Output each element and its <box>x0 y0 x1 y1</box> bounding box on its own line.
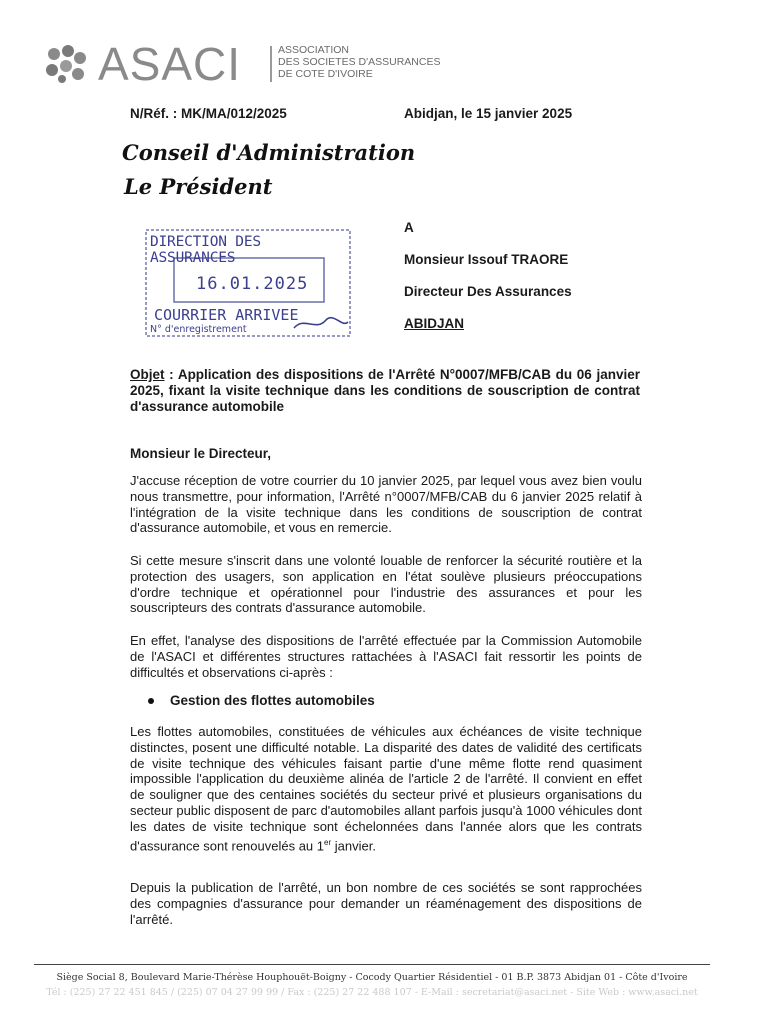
bullet-heading <box>148 693 375 708</box>
logo-divider <box>270 46 272 82</box>
reception-stamp <box>144 228 354 340</box>
stamp-courier: COURRIER ARRIVEE <box>154 306 299 324</box>
asaci-logo <box>44 40 444 88</box>
recipient-city: ABIDJAN <box>404 316 465 331</box>
recipient-prefix: A <box>404 220 414 235</box>
body-paragraph: En effet, l'analyse des dispositions de l'arrêté effectuée par la Commission Automobile de l'ASACI et différentes structures rattachées à l'ASACI fait ressortir les points de difficultés et observations ci-après : <box>130 633 642 680</box>
body-paragraph: Si cette mesure s'inscrit dans une volonté louable de renforcer la sécurité routière et la protection des usagers, son application en l'état soulève plusieurs préoccupations d'ordre technique et opérationnel pour l'industrie des assurances et pour les souscripteurs des contrats d'assurance automobile. <box>130 553 642 616</box>
association-line: DES SOCIETES D'ASSURANCES <box>278 56 441 68</box>
footer-divider <box>34 964 710 965</box>
recipient-title: Directeur Des Assurances <box>404 284 572 299</box>
footer-contact: Tél : (225) 27 22 451 845 / (225) 07 04 27 99 99 / Fax : (225) 27 22 488 107 - E-Mail : secretariat@asaci.net - Site Web : www.asaci.net <box>46 987 698 998</box>
stamp-date: 16.01.2025 <box>196 274 309 294</box>
bullet-icon <box>148 698 154 704</box>
bullet-heading-text: Gestion des flottes automobiles <box>170 693 375 708</box>
stamp-registration: N° d'enregistrement <box>150 324 247 335</box>
association-name <box>278 44 440 80</box>
subject-line <box>130 367 640 415</box>
subject-text: : Application des dispositions de l'Arrêté N°0007/MFB/CAB du 06 janvier 2025, fixant la visite technique dans les conditions de souscription de contrat d'assurance automobile <box>130 367 640 414</box>
paragraph-end: janvier. <box>331 837 376 853</box>
recipient-name: Monsieur Issouf TRAORE <box>404 252 569 267</box>
association-line: DE COTE D'IVOIRE <box>278 68 373 80</box>
reference-number: N/Réf. : MK/MA/012/2025 <box>130 106 287 121</box>
ordinal-superscript: er <box>324 837 332 847</box>
asaci-logo-icon <box>44 44 90 84</box>
sender-council: Conseil d'Administration <box>122 140 416 165</box>
subject-label: Objet <box>130 367 165 382</box>
stamp-title: DIRECTION DES ASSURANCES <box>150 234 261 266</box>
sender-president: Le Président <box>124 174 273 199</box>
body-paragraph: J'accuse réception de votre courrier du 10 janvier 2025, par lequel vous avez bien voulu nous transmettre, pour information, l'Arrêté n°0007/MFB/CAB du 6 janvier 2025 relatif à l'intégration de la visite technique dans les conditions de souscription de contrat d'assurance automobile, et vous en remercie. <box>130 473 642 536</box>
paragraph-text: Les flottes automobiles, constituées de véhicules aux échéances de visite technique distinctes, posent une difficulté notable. La disparité des dates de validité des certificats de visite technique des véhicules faisant partie d'une même flotte rend quasiment impossible l'application du deuxième alinéa de l'article 2 de l'arrêté. Il convient en effet de souligner que des centaines sociétés du secteur privé et plusieurs organisations du secteur public disposent de parc d'automobiles allant parfois jusqu'à 1000 véhicules dont les dates de visite technique sont échelonnées dans l'année alors que les contrats d'assurance sont renouvelés au 1 <box>130 724 642 853</box>
association-line: ASSOCIATION <box>278 44 349 56</box>
body-paragraph: Depuis la publication de l'arrêté, un bon nombre de ces sociétés se sont rapprochées des compagnies d'assurance pour demander un réaménagement des dispositions de l'arrêté. <box>130 880 642 927</box>
body-paragraph-fleets <box>130 724 642 854</box>
salutation: Monsieur le Directeur, <box>130 446 272 461</box>
logo-wordmark: ASACI <box>98 38 242 90</box>
footer-address: Siège Social 8, Boulevard Marie-Thérèse Houphouët-Boigny - Cocody Quartier Résidentiel - 01 B.P. 3873 Abidjan 01 - Côte d'Ivoire <box>56 972 688 983</box>
letter-date: Abidjan, le 15 janvier 2025 <box>404 106 573 121</box>
